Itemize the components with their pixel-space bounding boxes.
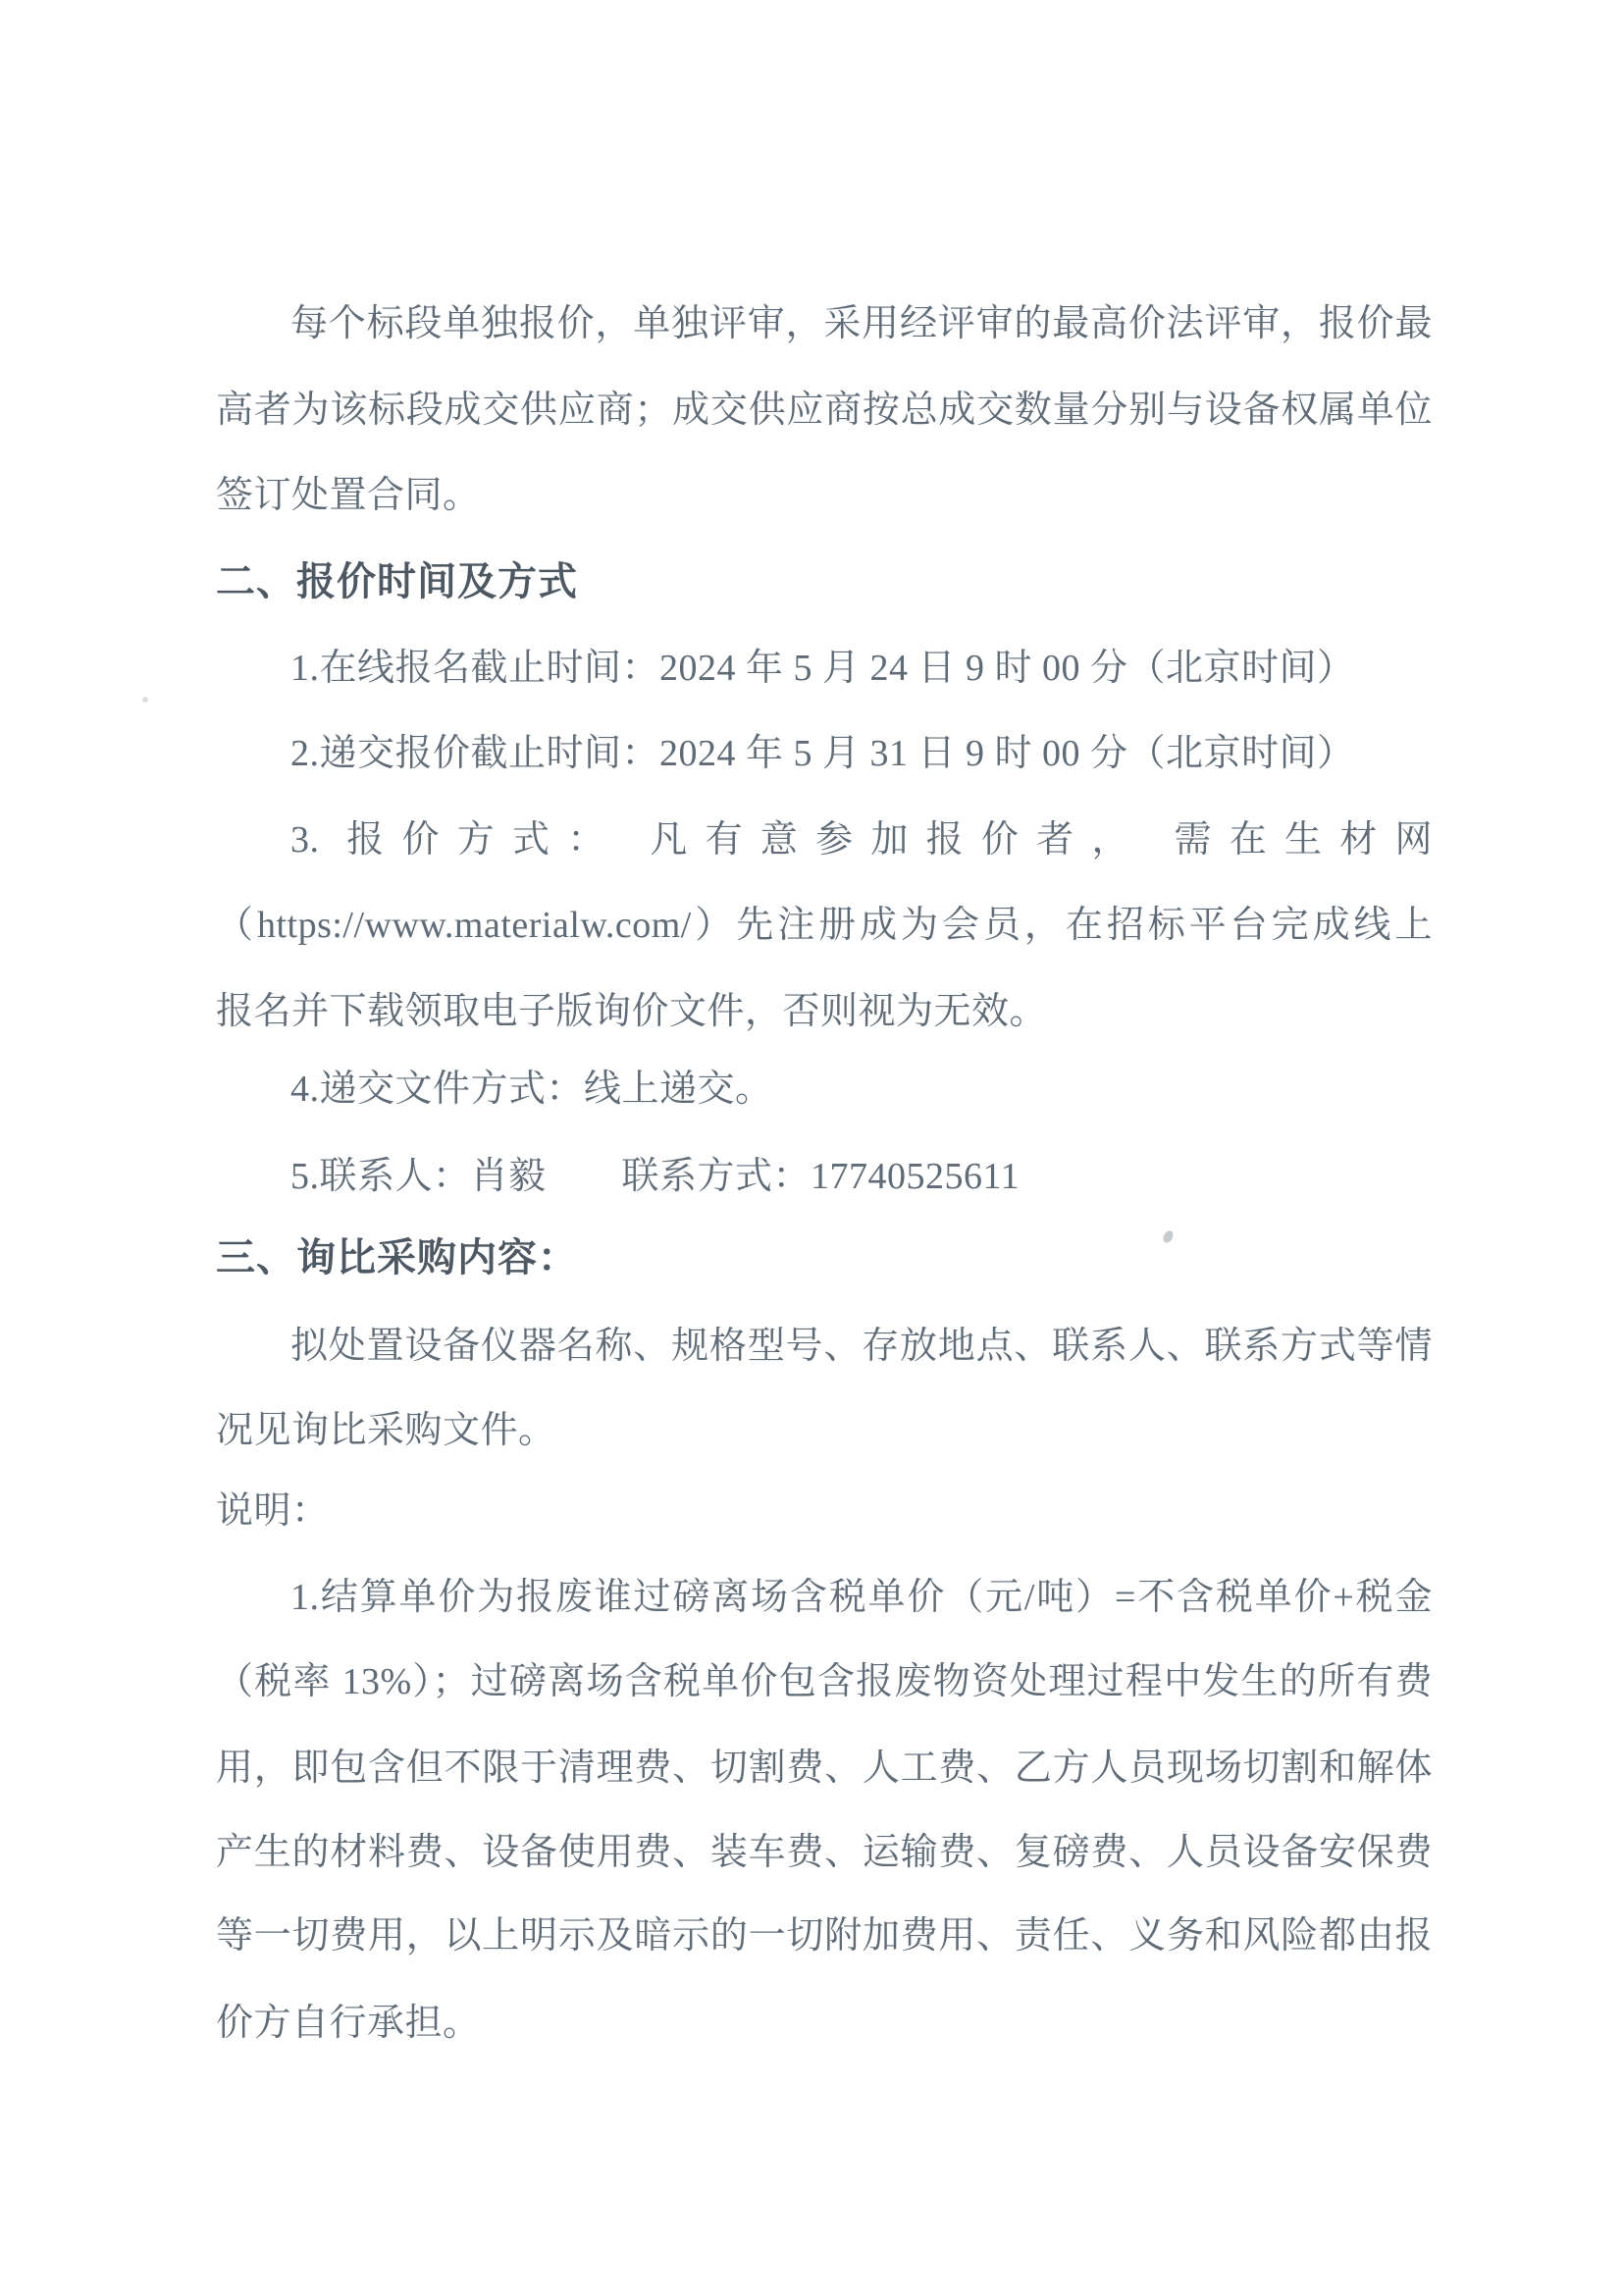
scan-speck	[142, 697, 148, 703]
paragraph-line: 拟处置设备仪器名称、规格型号、存放地点、联系人、联系方式等情	[290, 1326, 1433, 1367]
note-line: 等一切费用，以上明示及暗示的一切附加费用、责任、义务和风险都由报	[216, 1915, 1433, 1957]
paragraph-line: 每个标段单独报价，单独评审，采用经评审的最高价法评审，报价最	[290, 303, 1433, 344]
note-line: 产生的材料费、设备使用费、装车费、运输费、复磅费、人员设备安保费	[216, 1832, 1433, 1873]
note-line: 用，即包含但不限于清理费、切割费、人工费、乙方人员现场切割和解体	[216, 1748, 1433, 1789]
list-item-contact: 5.联系人：肖毅 联系方式：17740525611	[290, 1156, 1021, 1197]
section-heading-3: 三、询比采购内容：	[216, 1235, 578, 1279]
paragraph-line: 签订处置合同。	[216, 475, 481, 516]
paragraph-line: 况见询比采购文件。	[216, 1410, 556, 1451]
list-item-submit-method: 4.递交文件方式：线上递交。	[290, 1069, 773, 1110]
list-item-quote-method: 3. 报价方式： 凡有意参加报价者， 需在生材网	[290, 819, 1433, 861]
scan-speck	[1161, 1229, 1175, 1245]
note-line: （税率 13%）；过磅离场含税单价包含报废物资处理过程中发生的所有费	[216, 1661, 1433, 1702]
paragraph-line-url: （https://www.materialw.com/）先注册成为会员，在招标平台完成线上	[216, 905, 1433, 946]
paragraph-line: 报名并下载领取电子版询价文件，否则视为无效。	[216, 991, 1048, 1032]
list-item-deadline-signup: 1.在线报名截止时间：2024 年 5 月 24 日 9 时 00 分（北京时间）	[290, 648, 1355, 689]
note-line: 价方自行承担。	[216, 2003, 481, 2044]
list-item-deadline-quote: 2.递交报价截止时间：2024 年 5 月 31 日 9 时 00 分（北京时间）	[290, 733, 1355, 774]
section-heading-2: 二、报价时间及方式	[216, 559, 578, 603]
paragraph-line: 高者为该标段成交供应商；成交供应商按总成交数量分别与设备权属单位	[216, 390, 1433, 431]
note-line: 1.结算单价为报废谁过磅离场含税单价（元/吨）=不含税单价+税金	[290, 1577, 1433, 1618]
notes-label: 说明：	[216, 1490, 330, 1532]
